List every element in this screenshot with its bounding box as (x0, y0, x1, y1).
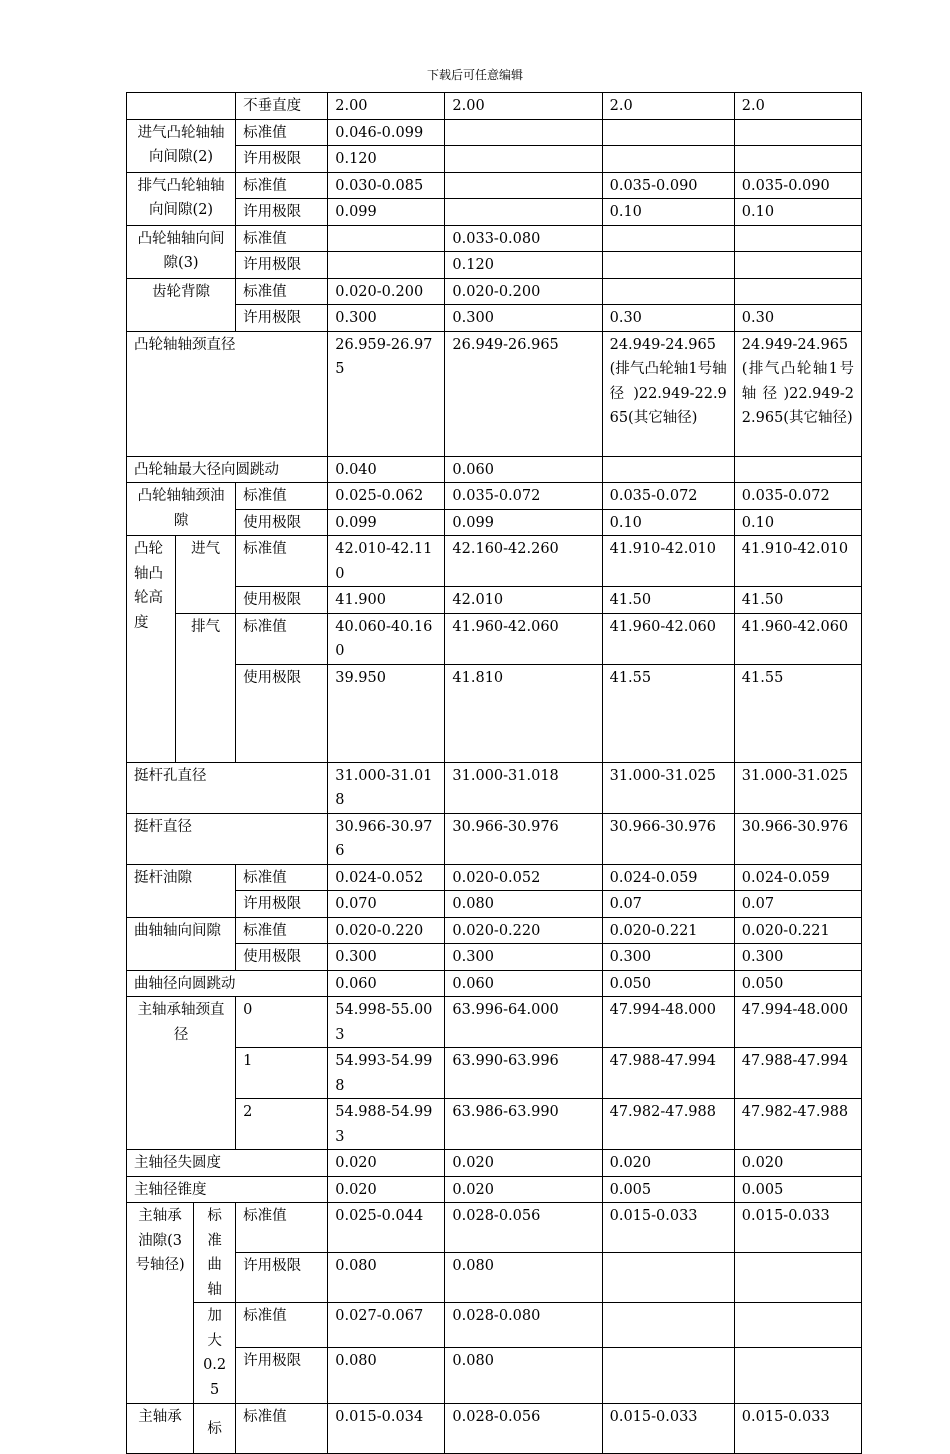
row-label: 挺杆孔直径 (127, 762, 328, 813)
cell-value: 0.120 (328, 146, 445, 173)
cell-value (734, 225, 861, 252)
cell-value: 47.988-47.994 (602, 1048, 734, 1099)
cell-value (734, 1303, 861, 1348)
cell-value: 54.988-54.993 (328, 1099, 445, 1150)
cell-value: 0.30 (602, 305, 734, 332)
group-label: 主轴承轴颈直径 (127, 997, 236, 1150)
cell-value: 0.020-0.200 (445, 278, 602, 305)
cell-value (602, 146, 734, 173)
cell-value: 0.060 (445, 456, 602, 483)
table-row (127, 1348, 862, 1404)
cell-value: 41.960-42.060 (734, 613, 861, 664)
cell-value: 0.020-0.052 (445, 864, 602, 891)
cell-value (734, 146, 861, 173)
cell-value: 0.10 (602, 509, 734, 536)
sub-label: 使用极限 (236, 664, 328, 762)
cell-value: 41.50 (602, 587, 734, 614)
cell-value: 0.060 (328, 970, 445, 997)
cell-value: 0.015-0.033 (734, 1203, 861, 1253)
cell-value: 2.0 (602, 93, 734, 120)
cell-value: 0.300 (328, 944, 445, 971)
cell-value: 0.050 (602, 970, 734, 997)
sub-label: 使用极限 (236, 587, 328, 614)
table-row (127, 1253, 862, 1303)
table-row (127, 119, 862, 146)
cell-value: 30.966-30.976 (602, 813, 734, 864)
cell-value (602, 1253, 734, 1303)
row-label: 主轴径失圆度 (127, 1150, 328, 1177)
cell-value: 0.035-0.090 (734, 172, 861, 199)
cell-value: 41.910-42.010 (734, 536, 861, 587)
cell-value: 0.028-0.056 (445, 1203, 602, 1253)
sub-label: 2 (236, 1099, 328, 1150)
cell-value: 0.020-0.221 (734, 917, 861, 944)
table-row (127, 278, 862, 305)
cell-value: 0.030-0.085 (328, 172, 445, 199)
cell-value: 0.020 (328, 1176, 445, 1203)
cell-value: 24.949-24.965(排气凸轮轴1号轴径)22.949-22.965(其它轴径) (602, 331, 734, 456)
sub-group-label: 标 (194, 1404, 236, 1454)
cell-value: 26.949-26.965 (445, 331, 602, 456)
cell-value: 0.015-0.033 (734, 1404, 861, 1454)
cell-value (602, 225, 734, 252)
cell-value: 0.30 (734, 305, 861, 332)
table-row (127, 864, 862, 891)
cell-value: 24.949-24.965(排气凸轮轴1号轴径)22.949-22.965(其它轴径) (734, 331, 861, 456)
table-row (127, 1176, 862, 1203)
cell-value: 42.010 (445, 587, 602, 614)
row-label: 不垂直度 (236, 93, 328, 120)
table-row (127, 252, 862, 279)
group-label: 排气凸轮轴轴向间隙(2) (127, 172, 236, 225)
table-row (127, 813, 862, 864)
spec-table (126, 92, 862, 1454)
cell-value: 0.10 (734, 199, 861, 226)
cell-value: 39.950 (328, 664, 445, 762)
cell-value: 0.080 (445, 1348, 602, 1404)
cell-value (734, 278, 861, 305)
cell-value (602, 1303, 734, 1348)
cell-value: 0.035-0.072 (445, 483, 602, 510)
sub-label: 标准值 (236, 864, 328, 891)
group-label: 凸轮轴轴向间隙(3) (127, 225, 236, 278)
sub-label: 标准值 (236, 278, 328, 305)
cell-value: 0.015-0.033 (602, 1203, 734, 1253)
sub-label: 许用极限 (236, 252, 328, 279)
sub-label: 许用极限 (236, 1253, 328, 1303)
cell-value: 47.994-48.000 (734, 997, 861, 1048)
group-label: 进气凸轮轴轴向间隙(2) (127, 119, 236, 172)
group-label: 主轴承油隙(3号轴径) (127, 1203, 194, 1404)
table-row (127, 536, 862, 587)
cell-value: 42.160-42.260 (445, 536, 602, 587)
table-row (127, 1203, 862, 1253)
cell-value: 31.000-31.025 (602, 762, 734, 813)
cell-value: 41.810 (445, 664, 602, 762)
group-label: 齿轮背隙 (127, 278, 236, 331)
sub-group-label: 排气 (176, 613, 236, 762)
cell-value: 0.10 (734, 509, 861, 536)
cell-value: 0.028-0.056 (445, 1404, 602, 1454)
cell-value: 2.00 (328, 93, 445, 120)
table-row (127, 587, 862, 614)
cell-value: 63.996-64.000 (445, 997, 602, 1048)
table-row (127, 664, 862, 762)
sub-label: 标准值 (236, 1203, 328, 1253)
cell-value: 0.10 (602, 199, 734, 226)
cell-value: 0.005 (602, 1176, 734, 1203)
page-header: 下载后可任意编辑 (426, 68, 523, 82)
sub-label: 1 (236, 1048, 328, 1099)
cell-value (734, 1348, 861, 1404)
table-row (127, 970, 862, 997)
cell-value: 0.07 (602, 891, 734, 918)
cell-value: 0.024-0.059 (602, 864, 734, 891)
table-row (127, 146, 862, 173)
cell-value: 31.000-31.018 (328, 762, 445, 813)
table-row (127, 199, 862, 226)
cell-value: 0.020 (445, 1176, 602, 1203)
cell-value: 0.080 (328, 1253, 445, 1303)
sub-label: 许用极限 (236, 146, 328, 173)
row-label: 凸轮轴最大径向圆跳动 (127, 456, 328, 483)
sub-group-label: 进气 (176, 536, 236, 614)
sub-label: 标准值 (236, 119, 328, 146)
table-row (127, 1048, 862, 1099)
group-label: 曲轴轴向间隙 (127, 917, 236, 970)
sub-label: 标准值 (236, 225, 328, 252)
row-label: 主轴径锥度 (127, 1176, 328, 1203)
row-label: 曲轴径向圆跳动 (127, 970, 328, 997)
cell-value: 47.982-47.988 (734, 1099, 861, 1150)
table-row (127, 1150, 862, 1177)
table-row (127, 1303, 862, 1348)
sub-label: 使用极限 (236, 509, 328, 536)
cell-value: 0.020 (328, 1150, 445, 1177)
cell-value (734, 252, 861, 279)
cell-value (328, 252, 445, 279)
cell-value: 0.020 (602, 1150, 734, 1177)
cell-value (734, 1253, 861, 1303)
row-label: 凸轮轴轴颈直径 (127, 331, 328, 456)
cell-value: 41.910-42.010 (602, 536, 734, 587)
table-row (127, 93, 862, 120)
sub-label: 许用极限 (236, 891, 328, 918)
cell-value: 2.00 (445, 93, 602, 120)
table-row (127, 483, 862, 510)
cell-value: 0.099 (445, 509, 602, 536)
cell-value: 0.300 (445, 305, 602, 332)
cell-value: 0.033-0.080 (445, 225, 602, 252)
group-label: 凸轮轴凸轮高度 (127, 536, 176, 763)
cell-value: 0.300 (602, 944, 734, 971)
cell-value: 0.099 (328, 509, 445, 536)
cell-value: 0.035-0.072 (734, 483, 861, 510)
cell-value: 0.040 (328, 456, 445, 483)
group-label: 主轴承 (127, 1404, 194, 1454)
cell-value: 26.959-26.975 (328, 331, 445, 456)
cell-value (445, 199, 602, 226)
cell-value: 30.966-30.976 (328, 813, 445, 864)
cell-value: 30.966-30.976 (734, 813, 861, 864)
cell-value: 0.080 (328, 1348, 445, 1404)
cell-value: 54.993-54.998 (328, 1048, 445, 1099)
cell-value (445, 146, 602, 173)
sub-label: 使用极限 (236, 944, 328, 971)
sub-group-label: 加大0.25 (194, 1303, 236, 1404)
cell-value: 0.020 (445, 1150, 602, 1177)
sub-label: 许用极限 (236, 305, 328, 332)
cell-value: 0.07 (734, 891, 861, 918)
cell-value: 0.300 (445, 944, 602, 971)
cell-value: 0.025-0.062 (328, 483, 445, 510)
sub-label: 标准值 (236, 172, 328, 199)
cell-value: 0.020 (734, 1150, 861, 1177)
sub-label: 标准值 (236, 1303, 328, 1348)
cell-value: 41.900 (328, 587, 445, 614)
cell-value: 42.010-42.110 (328, 536, 445, 587)
cell-value: 30.966-30.976 (445, 813, 602, 864)
cell-value: 0.020-0.220 (328, 917, 445, 944)
table-row (127, 172, 862, 199)
cell-value: 0.035-0.072 (602, 483, 734, 510)
cell-value: 2.0 (734, 93, 861, 120)
table-row (127, 1099, 862, 1150)
cell-value: 0.025-0.044 (328, 1203, 445, 1253)
sub-label: 标准值 (236, 917, 328, 944)
cell-value (602, 252, 734, 279)
group-label: 凸轮轴轴颈油隙 (127, 483, 236, 536)
table-row (127, 1404, 862, 1454)
cell-value: 41.55 (734, 664, 861, 762)
cell-value: 0.020-0.200 (328, 278, 445, 305)
cell-value: 0.060 (445, 970, 602, 997)
cell-value: 31.000-31.018 (445, 762, 602, 813)
cell-value: 0.120 (445, 252, 602, 279)
cell-value (734, 119, 861, 146)
sub-label: 标准值 (236, 483, 328, 510)
cell-value (445, 172, 602, 199)
cell-value (602, 278, 734, 305)
cell-value: 0.028-0.080 (445, 1303, 602, 1348)
table-row (127, 762, 862, 813)
cell-value: 47.982-47.988 (602, 1099, 734, 1150)
cell-value: 41.960-42.060 (602, 613, 734, 664)
cell-value: 0.024-0.059 (734, 864, 861, 891)
cell-value (602, 119, 734, 146)
table-row (127, 225, 862, 252)
table-row (127, 944, 862, 971)
cell-value: 0.099 (328, 199, 445, 226)
sub-label: 0 (236, 997, 328, 1048)
cell-value (602, 1348, 734, 1404)
cell-value (328, 225, 445, 252)
sub-label: 标准值 (236, 536, 328, 587)
cell-value: 0.050 (734, 970, 861, 997)
table-row (127, 917, 862, 944)
table-row (127, 891, 862, 918)
sub-label: 许用极限 (236, 1348, 328, 1404)
group-label: 挺杆油隙 (127, 864, 236, 917)
sub-label: 标准值 (236, 613, 328, 664)
cell-value: 54.998-55.003 (328, 997, 445, 1048)
cell-value: 0.070 (328, 891, 445, 918)
cell-value: 0.080 (445, 1253, 602, 1303)
cell-value: 0.027-0.067 (328, 1303, 445, 1348)
cell-value: 63.990-63.996 (445, 1048, 602, 1099)
cell-value: 31.000-31.025 (734, 762, 861, 813)
cell-value: 0.024-0.052 (328, 864, 445, 891)
sub-label: 标准值 (236, 1404, 328, 1454)
cell-value: 41.50 (734, 587, 861, 614)
sub-label: 许用极限 (236, 199, 328, 226)
cell-value: 47.994-48.000 (602, 997, 734, 1048)
cell-value: 63.986-63.990 (445, 1099, 602, 1150)
sub-group-label: 标准曲轴 (194, 1203, 236, 1303)
cell-value: 41.960-42.060 (445, 613, 602, 664)
cell-value: 0.005 (734, 1176, 861, 1203)
cell-value (602, 456, 734, 483)
cell-value: 47.988-47.994 (734, 1048, 861, 1099)
table-row (127, 613, 862, 664)
cell-value: 0.080 (445, 891, 602, 918)
cell-value: 0.300 (734, 944, 861, 971)
cell-value: 0.046-0.099 (328, 119, 445, 146)
table-row (127, 331, 862, 456)
cell-value (445, 119, 602, 146)
cell-value (734, 456, 861, 483)
cell-value: 0.015-0.033 (602, 1404, 734, 1454)
cell-value: 0.020-0.220 (445, 917, 602, 944)
table-row (127, 997, 862, 1048)
table-row (127, 509, 862, 536)
row-label: 挺杆直径 (127, 813, 328, 864)
cell-value: 0.015-0.034 (328, 1404, 445, 1454)
cell-value: 0.035-0.090 (602, 172, 734, 199)
table-row (127, 305, 862, 332)
cell-value: 40.060-40.160 (328, 613, 445, 664)
cell-value: 0.300 (328, 305, 445, 332)
table-row (127, 456, 862, 483)
cell-value: 41.55 (602, 664, 734, 762)
cell-value: 0.020-0.221 (602, 917, 734, 944)
